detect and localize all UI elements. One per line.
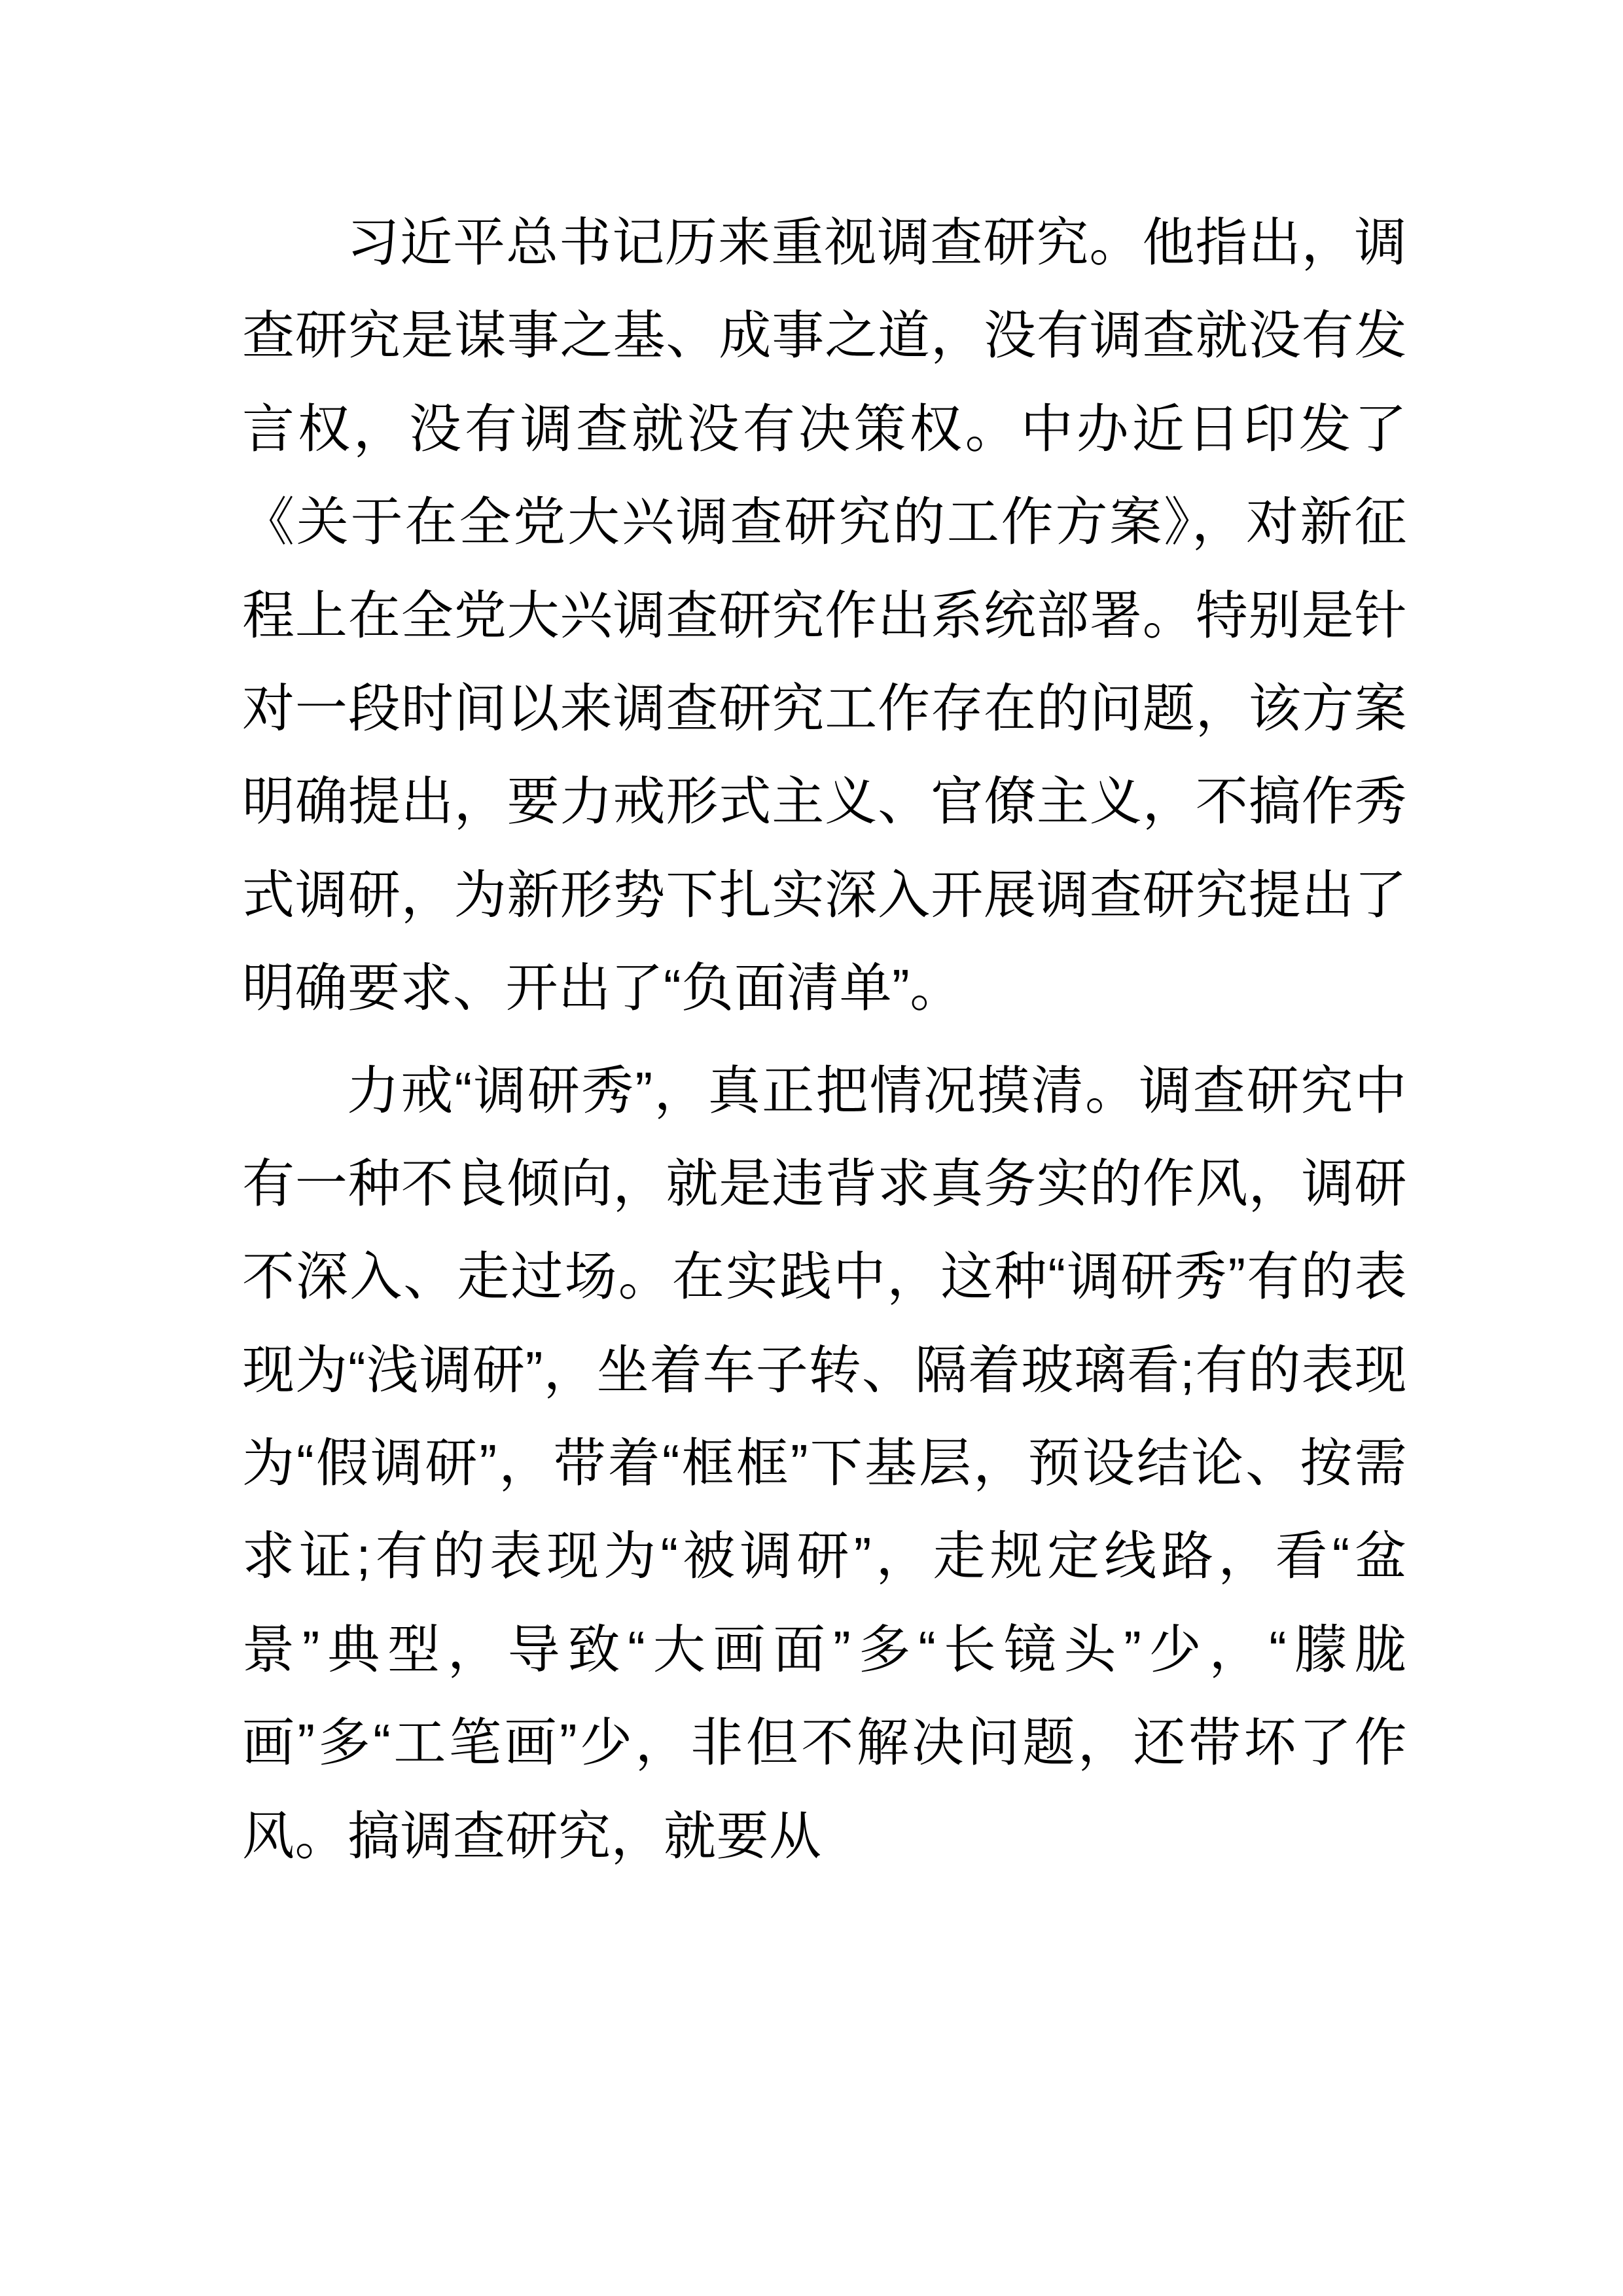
paragraph-2: 力戒“调研秀”，真正把情况摸清。调查研究中有一种不良倾向，就是违背求真务实的作风，调研不深入、走过场。在实践中，这种“调研秀”有的表现为“浅调研”，坐着车子转、隔着玻璃看;有的表现为“假调研”，带着“框框”下基层，预设结论、按需求证;有的表现为“被调研”，走规定线路，看“盆景”典型，导致“大画面”多“长镜头”少，“朦胧画”多“工笔画”少，非但不解决问题，还带坏了作风。搞调查研究，就要从 <box>242 1061 1407 1865</box>
paragraph-1: 习近平总书记历来重视调查研究。他指出，调查研究是谋事之基、成事之道，没有调查就没有发言权，没有调查就没有决策权。中办近日印发了《关于在全党大兴调查研究的工作方案》，对新征程上在全党大兴调查研究作出系统部署。特别是针对一段时间以来调查研究工作存在的问题，该方案明确提出，要力戒形式主义、官僚主义，不搞作秀式调研，为新形势下扎实深入开展调查研究提出了明确要求、开出了“负面清单”。 <box>242 213 1407 1018</box>
document-body <box>242 196 1407 1883</box>
